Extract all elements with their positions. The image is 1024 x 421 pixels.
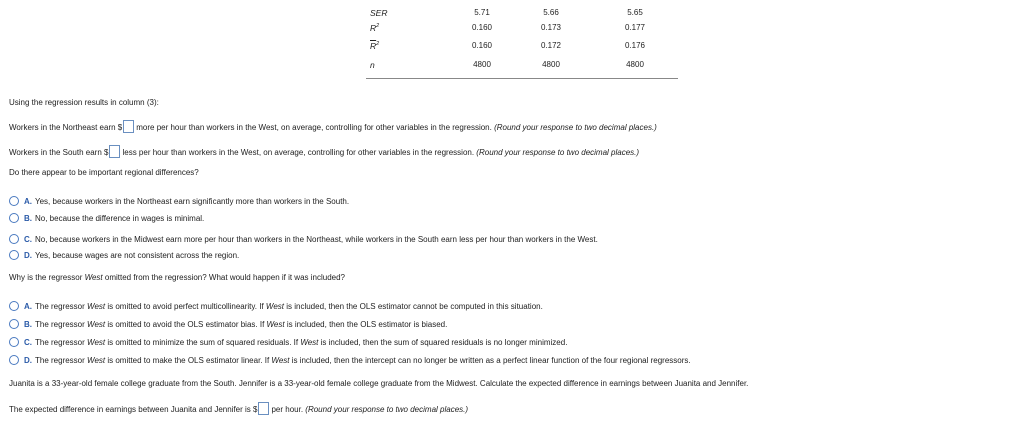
q1-hint: (Round your response to two decimal places.) [494,123,657,132]
west-option-d[interactable]: D. The regressor West is omitted to make the OLS estimator linear. If West is included, then the intercept can no longer be written as a perfect linear function of the four regional regressors. [9,355,691,365]
cell: 0.176 [624,41,646,50]
row-label-n: n [370,60,375,70]
question-northeast [9,120,657,133]
west-option-c[interactable]: C. The regressor West is omitted to minimize the sum of squared residuals. If West is included, then the sum of squared residuals is no longer minimized. [9,337,567,347]
cell: 5.66 [543,8,559,17]
question-regional: Do there appear to be important regional differences? [9,168,199,177]
radio-icon[interactable] [9,234,19,244]
row-label-r2: $R^2$ [370,23,380,33]
regional-option-b[interactable]: B. No, because the difference in wages is minimal. [9,213,204,223]
cell: 4800 [626,60,644,69]
table-row [366,8,678,22]
cell: 4800 [473,60,491,69]
question-south [9,145,639,158]
row-label-ser: SER [370,8,388,18]
regional-option-a[interactable]: A. Yes, because workers in the Northeast earn significantly more than workers in the South. [9,196,349,206]
q5-hint: (Round your response to two decimal places.) [305,405,469,414]
cell: 0.177 [624,23,646,32]
table-row [366,41,678,55]
question-difference [9,402,468,415]
intro-text: Using the regression results in column (3): [9,98,159,107]
west-option-a[interactable]: A. The regressor West is omitted to avoid perfect multicollinearity. If West is included, then the OLS estimator cannot be computed in this situation. [9,301,543,311]
cell: 0.160 [471,41,493,50]
cell: 4800 [542,60,560,69]
q2-before: Workers in the South earn $ [9,148,109,157]
juanita-jennifer-statement: Juanita is a 33-year-old female college graduate from the South. Jennifer is a 33-year-old female college graduate from the Midwest. Calculate the expected difference in earnings between Juanita and Jennifer. [9,379,749,388]
q5-after: per hour. [271,405,304,414]
radio-icon[interactable] [9,301,19,311]
regional-option-c[interactable]: C. No, because workers in the Midwest earn more per hour than workers in the Northeast, while workers in the South earn less per hour than workers in the West. [9,234,598,244]
radio-icon[interactable] [9,337,19,347]
cell: 0.173 [540,23,562,32]
northeast-answer-input[interactable] [123,120,134,133]
south-answer-input[interactable] [109,145,120,158]
radio-icon[interactable] [9,250,19,260]
question-west: Why is the regressor West omitted from the regression? What would happen if it was included? [9,273,346,282]
regional-option-d[interactable]: D. Yes, because wages are not consistent across the region. [9,250,239,260]
q1-after: more per hour than workers in the West, on average, controlling for other variables in the regression. [136,123,492,132]
table-row [366,23,678,37]
q2-after: less per hour than workers in the West, on average, controlling for other variables in the regression. [122,148,475,157]
q5-before: The expected difference in earnings between Juanita and Jennifer is $ [9,405,258,414]
cell: 0.160 [471,23,493,32]
radio-icon[interactable] [9,213,19,223]
q2-hint: (Round your response to two decimal places.) [476,148,640,157]
radio-icon[interactable] [9,355,19,365]
radio-icon[interactable] [9,196,19,206]
west-option-b[interactable]: B. The regressor West is omitted to avoid the OLS estimator bias. If West is included, then the OLS estimator is biased. [9,319,447,329]
difference-answer-input[interactable] [258,402,269,415]
q1-before: Workers in the Northeast earn $ [9,123,123,132]
radio-icon[interactable] [9,319,19,329]
row-label-adj-r2: $\overline{R}^2$ [370,41,380,51]
cell: 5.71 [474,8,490,17]
cell: 5.65 [627,8,643,17]
table-row [366,60,678,74]
cell: 0.172 [540,41,562,50]
regression-stats-table [366,4,678,79]
